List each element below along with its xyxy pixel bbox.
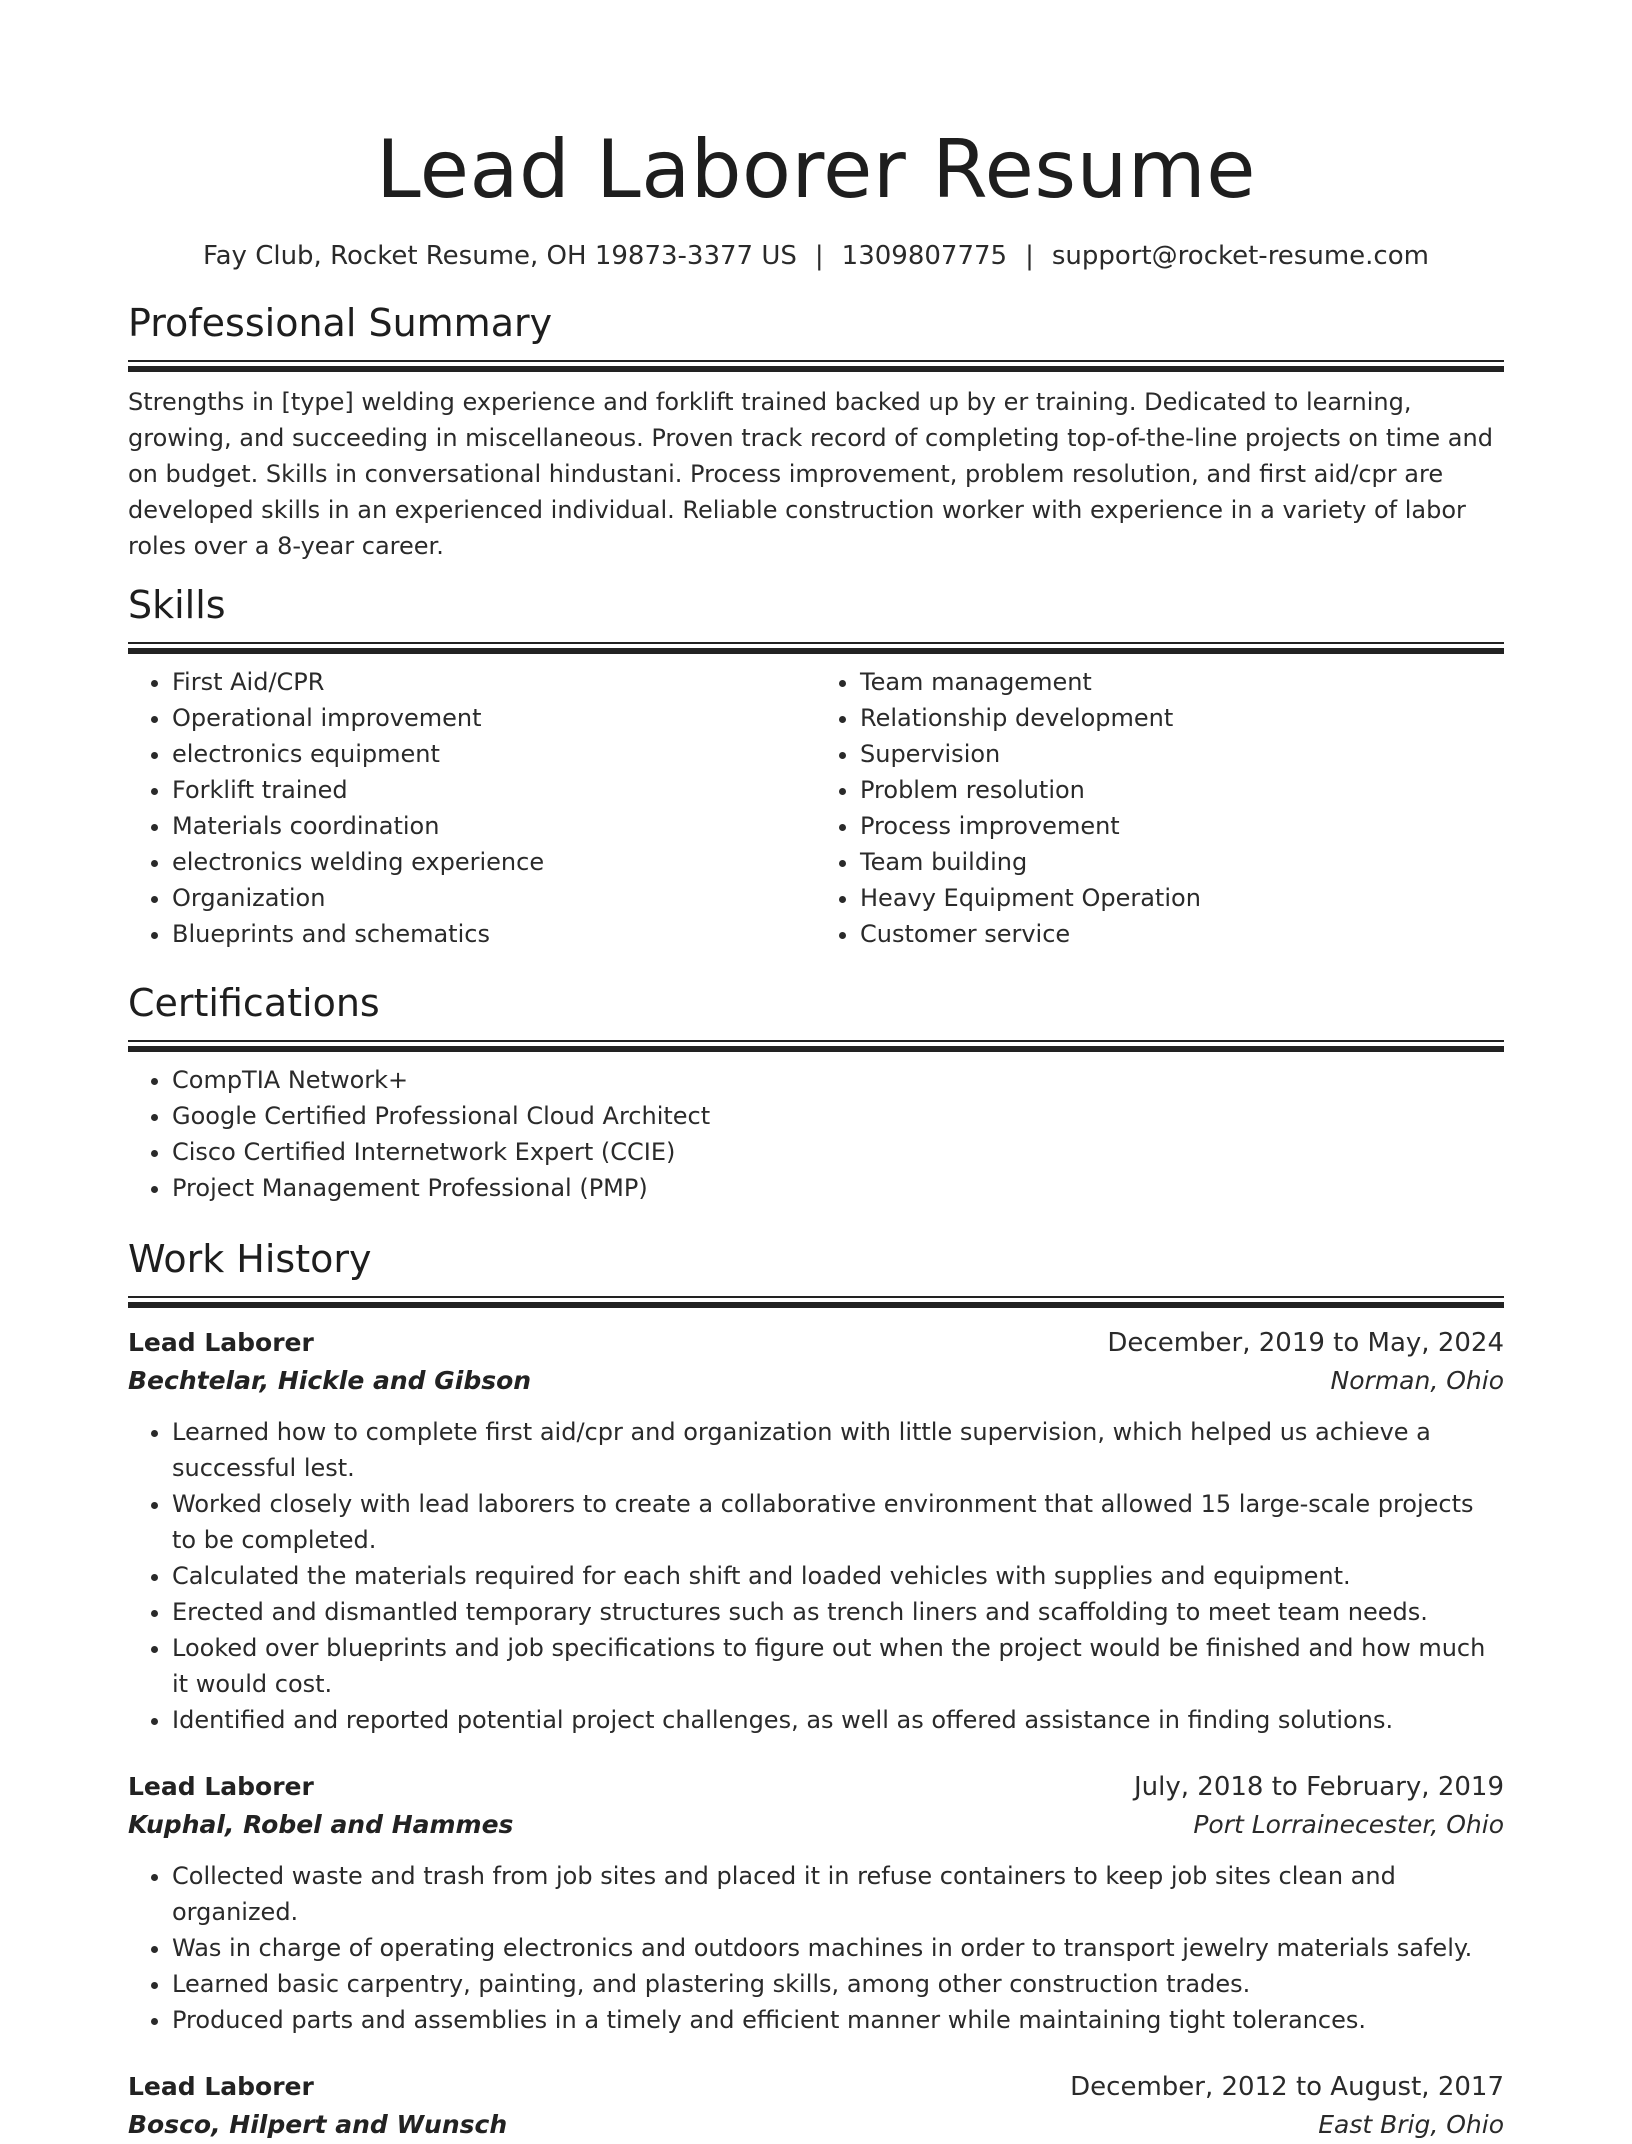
job-bullets xyxy=(128,1858,1504,2038)
job-bullet: • Looked over blueprints and job specifications to figure out when the project would be finished and how much it would cost. xyxy=(172,1630,1504,1702)
contact-phone: 1309807775 xyxy=(841,241,1008,271)
skill-item: • Supervision xyxy=(860,736,1504,772)
work-history-heading: Work History xyxy=(128,1237,372,1281)
job-location: East Brig, Ohio xyxy=(1318,2110,1504,2139)
job-subheader xyxy=(128,1362,1504,1400)
skills-column-left xyxy=(128,664,816,952)
skill-item: • First Aid/CPR xyxy=(172,664,816,700)
skills-grid xyxy=(128,664,1504,952)
certification-item: • CompTIA Network+ xyxy=(172,1062,1504,1098)
certifications-heading: Certifications xyxy=(128,981,380,1025)
section-divider xyxy=(128,642,1504,654)
resume-title: Lead Laborer Resume xyxy=(376,123,1256,216)
contact-email[interactable]: support@rocket-resume.com xyxy=(1051,241,1429,271)
section-divider xyxy=(128,360,1504,372)
skill-item: • Team building xyxy=(860,844,1504,880)
job-bullet: • Learned how to complete first aid/cpr and organization with little supervision, which helped us achieve a successful lest. xyxy=(172,1414,1504,1486)
skill-item: • electronics welding experience xyxy=(172,844,816,880)
job-bullet: • Identified and reported potential project challenges, as well as offered assistance in finding solutions. xyxy=(172,1702,1504,1738)
job-company: Bechtelar, Hickle and Gibson xyxy=(128,1366,532,1395)
job-bullet: • Erected and dismantled temporary structures such as trench liners and scaffolding to meet team needs. xyxy=(172,1594,1504,1630)
job-company: Bosco, Hilpert and Wunsch xyxy=(128,2110,508,2139)
job-header xyxy=(128,1324,1504,1362)
skills-list-left xyxy=(128,664,816,952)
summary-text: Strengths in [type] welding experience and forklift trained backed up by er training. Dedicated to learning, growing, and succeeding in miscellaneous. Proven track record of completing top-of-the-line projects on time and on budget. Skills in conversational hindustani. Process improvement, problem resolution, and first aid/cpr are developed skills in an experienced individual. Reliable construction worker with experience in a variety of labor roles over a 8-year career. xyxy=(128,388,1493,560)
skill-item: • Process improvement xyxy=(860,808,1504,844)
contact-line xyxy=(128,238,1504,274)
certification-item: • Cisco Certified Internetwork Expert (CCIE) xyxy=(172,1134,1504,1170)
section-divider xyxy=(128,1040,1504,1052)
skill-item: • Problem resolution xyxy=(860,772,1504,808)
job-bullet: • Learned basic carpentry, painting, and plastering skills, among other construction trades. xyxy=(172,1966,1504,2002)
job-bullet: • Worked closely with lead laborers to create a collaborative environment that allowed 15 large-scale projects to be completed. xyxy=(172,1486,1504,1558)
skill-item: • Relationship development xyxy=(860,700,1504,736)
skills-heading: Skills xyxy=(128,583,226,627)
job-entry xyxy=(128,1768,1504,2038)
job-dates: July, 2018 to February, 2019 xyxy=(1134,1772,1504,1802)
job-title: Lead Laborer xyxy=(128,1772,314,1801)
certification-item: • Google Certified Professional Cloud Architect xyxy=(172,1098,1504,1134)
job-entry xyxy=(128,1324,1504,1738)
skill-item: • Materials coordination xyxy=(172,808,816,844)
job-dates: December, 2019 to May, 2024 xyxy=(1107,1328,1504,1358)
certifications-section xyxy=(128,980,1504,1206)
job-company: Kuphal, Robel and Hammes xyxy=(128,1810,514,1839)
job-title: Lead Laborer xyxy=(128,2072,314,2101)
job-dates: December, 2012 to August, 2017 xyxy=(1070,2072,1504,2102)
certification-item: • Project Management Professional (PMP) xyxy=(172,1170,1504,1206)
skill-item: • Forklift trained xyxy=(172,772,816,808)
job-bullet: • Collected waste and trash from job sites and placed it in refuse containers to keep job sites clean and organized. xyxy=(172,1858,1504,1930)
job-entry xyxy=(128,2068,1504,2144)
skill-item: • Team management xyxy=(860,664,1504,700)
contact-address: Fay Club, Rocket Resume, OH 19873-3377 US xyxy=(203,241,797,271)
skill-item: • Blueprints and schematics xyxy=(172,916,816,952)
job-title: Lead Laborer xyxy=(128,1328,314,1357)
skill-item: • electronics equipment xyxy=(172,736,816,772)
job-bullets xyxy=(128,1414,1504,1738)
summary-heading: Professional Summary xyxy=(128,301,553,345)
job-bullet: • Calculated the materials required for each shift and loaded vehicles with supplies and equipment. xyxy=(172,1558,1504,1594)
work-history-section xyxy=(128,1236,1504,2144)
skill-item: • Customer service xyxy=(860,916,1504,952)
job-header xyxy=(128,2068,1504,2106)
job-subheader xyxy=(128,1806,1504,1844)
job-location: Port Lorrainecester, Ohio xyxy=(1193,1810,1504,1839)
job-location: Norman, Ohio xyxy=(1330,1366,1504,1395)
section-divider xyxy=(128,1296,1504,1308)
skill-item: • Operational improvement xyxy=(172,700,816,736)
skill-item: • Heavy Equipment Operation xyxy=(860,880,1504,916)
job-header xyxy=(128,1768,1504,1806)
contact-separator: | xyxy=(814,241,824,271)
skills-column-right xyxy=(816,664,1504,952)
skill-item: • Organization xyxy=(172,880,816,916)
skills-section xyxy=(128,582,1504,952)
contact-separator: | xyxy=(1025,241,1034,271)
job-bullet: • Produced parts and assemblies in a timely and efficient manner while maintaining tight tolerances. xyxy=(172,2002,1504,2038)
skills-list-right xyxy=(816,664,1504,952)
summary-section xyxy=(128,300,1504,564)
certifications-list xyxy=(128,1062,1504,1206)
job-bullet: • Was in charge of operating electronics and outdoors machines in order to transport jewelry materials safely. xyxy=(172,1930,1504,1966)
